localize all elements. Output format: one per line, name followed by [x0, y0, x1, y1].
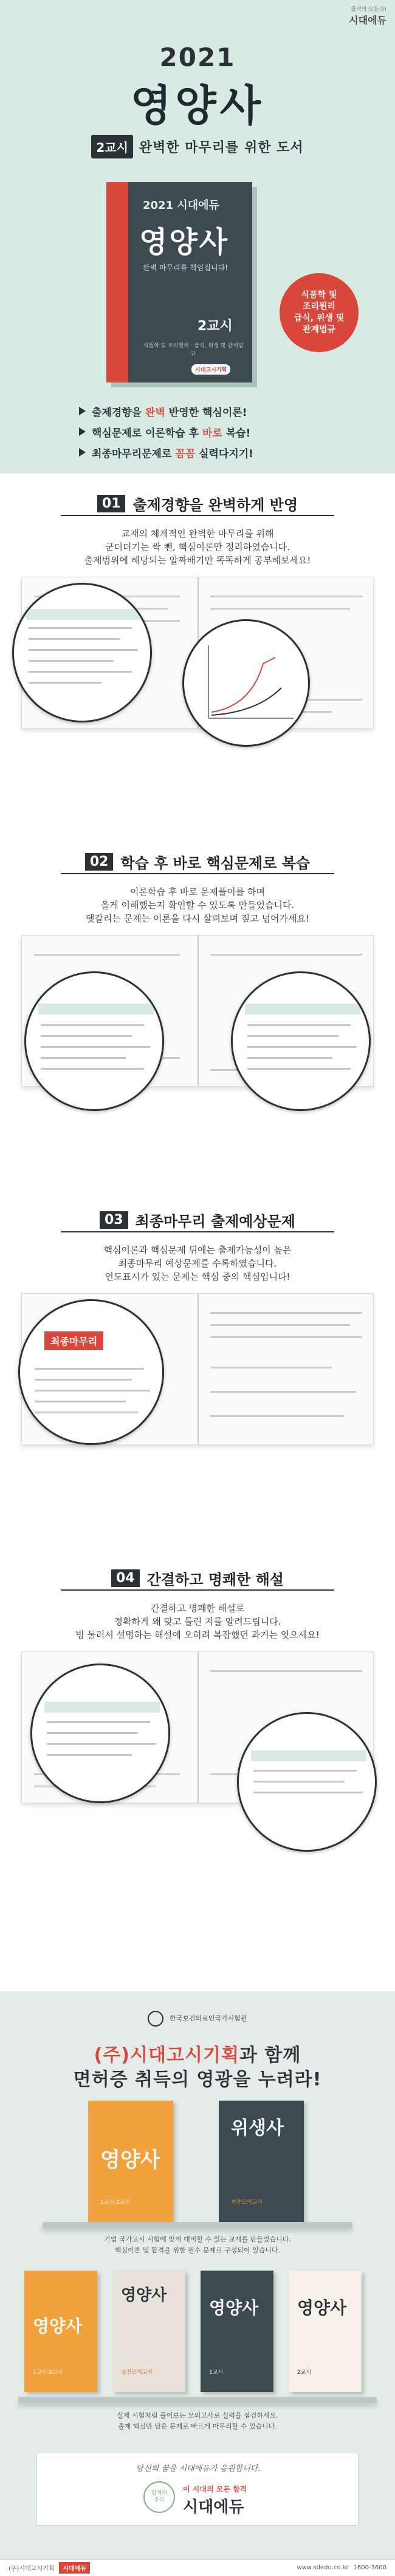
- subjects-badge-line: 조리원리: [302, 302, 336, 312]
- book-edition: 2교시: [197, 319, 233, 334]
- section-02: [0, 850, 395, 1190]
- section-01: [0, 492, 395, 832]
- footer-slogan: 이 시대의 모든 합격: [183, 2485, 247, 2493]
- promo-slogan-2: 면허증 취득의 영광을 누려라!: [73, 2069, 322, 2090]
- magnifier-circle: [24, 971, 164, 1111]
- book-cover-thumb[interactable]: 영양사 1교시·2교시: [24, 2271, 97, 2392]
- shelf-note: 기업 국가고시 시험에 맞게 대비할 수 있는 교재를 만들었습니다. 핵심이론 및 합격을 위한 필수 문제로 구성되어 있습니다.: [104, 2235, 291, 2254]
- book-year: 2021 시대에듀: [143, 199, 219, 212]
- footer-company[interactable]: (주)시대고시기획: [9, 2566, 55, 2572]
- hero-badge: 2교시: [91, 135, 133, 158]
- magnifier-circle: [30, 1664, 170, 1803]
- hero-banner: [0, 0, 395, 474]
- footer-card: [36, 2453, 359, 2526]
- section-title: 출제경향을 완벽하게 반영: [132, 496, 298, 514]
- feature-item: 출제경향을 완벽 반영한 핵심이론!: [79, 401, 334, 421]
- book-cover-thumb[interactable]: 영양사 2교시: [289, 2271, 362, 2392]
- subjects-badge: [280, 273, 359, 352]
- subjects-badge-line: 급식, 위생 및: [294, 313, 345, 323]
- book-cover-thumb[interactable]: 위생사 최종모의고사: [219, 2101, 304, 2222]
- sample-graph-icon: [184, 621, 310, 747]
- shelf-note: 실제 시험처럼 풀어보는 모의고사로 실력을 점검하세요. 출제 핵심만 담은 문제로 빠르게 마무리할 수 있습니다.: [117, 2411, 278, 2430]
- book-publisher: 시대고시기획: [191, 364, 230, 375]
- brand-name: 시대에듀: [349, 15, 386, 26]
- triangle-bullet-icon: [79, 427, 86, 436]
- magnifier-circle: [231, 971, 371, 1111]
- section-heading: [61, 850, 334, 874]
- section-description: 핵심이론과 핵심문제 뒤에는 출제가능성이 높은 최종마무리 예상문제를 수록하였습니다. 연도표시가 있는 문제는 핵심 중의 핵심입니다!: [103, 1245, 292, 1282]
- triangle-bullet-icon: [79, 448, 86, 457]
- brand-slogan: 합격의 모든것!: [351, 7, 386, 13]
- magnifier-circle: [237, 1712, 377, 1852]
- section-number: 01: [97, 495, 126, 512]
- promo-footer: [0, 1991, 395, 2576]
- section-04: [0, 1566, 395, 1943]
- section-description: 이론학습 후 바로 문제풀이를 하며 올게 이해했는지 확인할 수 있도록 만들었습니다. 헷갈리는 문제는 이론을 다시 살펴보며 짚고 넘어가세요!: [86, 886, 309, 924]
- promo-slogan: (주)시대고시기획과 함께: [94, 2045, 301, 2066]
- section-heading: [61, 1208, 334, 1232]
- section-description: 교재의 체계적인 완벽한 마무리를 위해 군더더기는 싹 뺀, 핵심이론만 정리하였습니다. 출제범위에 해당되는 알짜배기만 똑똑하게 공부해보세요!: [84, 528, 311, 566]
- section-heading: [61, 1566, 334, 1591]
- footer-logo[interactable]: 시대에듀: [183, 2498, 244, 2517]
- feature-item: 핵심문제로 이론학습 후 바로 복습!: [79, 421, 334, 442]
- hero-title: 영양사: [130, 80, 265, 131]
- final-review-tag: 최종마무리: [44, 1331, 103, 1350]
- footer-phone: 1600-3600: [353, 2564, 386, 2571]
- institute: 한국보건의료인국가시험원: [0, 2011, 395, 2027]
- section-title: 최종마무리 출제예상문제: [135, 1212, 295, 1230]
- footer-brand-tag[interactable]: 시대에듀: [59, 2562, 90, 2574]
- subjects-badge-line: 관계법규: [302, 324, 336, 335]
- hero-subtitle-text: 완벽한 마무리를 위한 도서: [139, 140, 304, 155]
- institute-emblem-icon: [148, 2011, 163, 2027]
- feature-item: 최종마무리문제로 꼼꼼 실력다지기!: [79, 442, 334, 463]
- section-number: 04: [111, 1569, 140, 1587]
- footer-bar: [0, 2559, 395, 2576]
- section-description: 간결하고 명쾌한 해설로 정확하게 왜 맞고 틀린 지를 알려드립니다. 빙 둘러서 설명하는 해설에 오히려 복잡했던 과거는 잊으세요!: [75, 1603, 320, 1640]
- book-cover-thumb[interactable]: 영양사 1교시: [201, 2271, 273, 2392]
- seal-stamp-icon: 합격의 공식: [143, 2481, 175, 2513]
- magnifier-circle: [182, 619, 310, 747]
- book-cover-thumb[interactable]: 영양사 1교시·2교시: [88, 2101, 173, 2222]
- section-number: 03: [100, 1211, 128, 1229]
- shelf: [43, 2222, 352, 2228]
- hero-year: 2021: [159, 42, 236, 72]
- book-cover[interactable]: [106, 182, 252, 382]
- footer-url[interactable]: www.sdedu.co.kr: [297, 2564, 349, 2571]
- section-number: 02: [85, 853, 114, 871]
- section-03: [0, 1208, 395, 1548]
- footer-message: 당신의 꿈을 시대에듀가 응원합니다.: [136, 2464, 261, 2473]
- section-title: 간결하고 명쾌한 해설: [146, 1571, 284, 1588]
- magnifier-circle: [18, 1299, 164, 1445]
- section-title: 학습 후 바로 핵심문제로 복습: [120, 854, 311, 872]
- hero-subtitle: [79, 132, 316, 160]
- brand-logo[interactable]: [349, 5, 386, 27]
- subjects-badge-line: 식품학 및: [301, 290, 337, 301]
- book-cover-thumb[interactable]: 영양사 실전모의고사: [112, 2271, 185, 2392]
- book-spine-stripe: [106, 182, 128, 382]
- feature-list: [79, 401, 334, 463]
- triangle-bullet-icon: [79, 407, 86, 415]
- book-title: 영양사: [139, 225, 230, 259]
- book-subjects: 식품학 및 조리원리 · 급식, 위생 및 관계법규: [143, 343, 244, 357]
- book-tagline: 완벽 마무리를 책임집니다!: [143, 263, 228, 272]
- shelf: [18, 2397, 377, 2403]
- magnifier-circle: [12, 583, 152, 722]
- section-heading: [61, 492, 334, 516]
